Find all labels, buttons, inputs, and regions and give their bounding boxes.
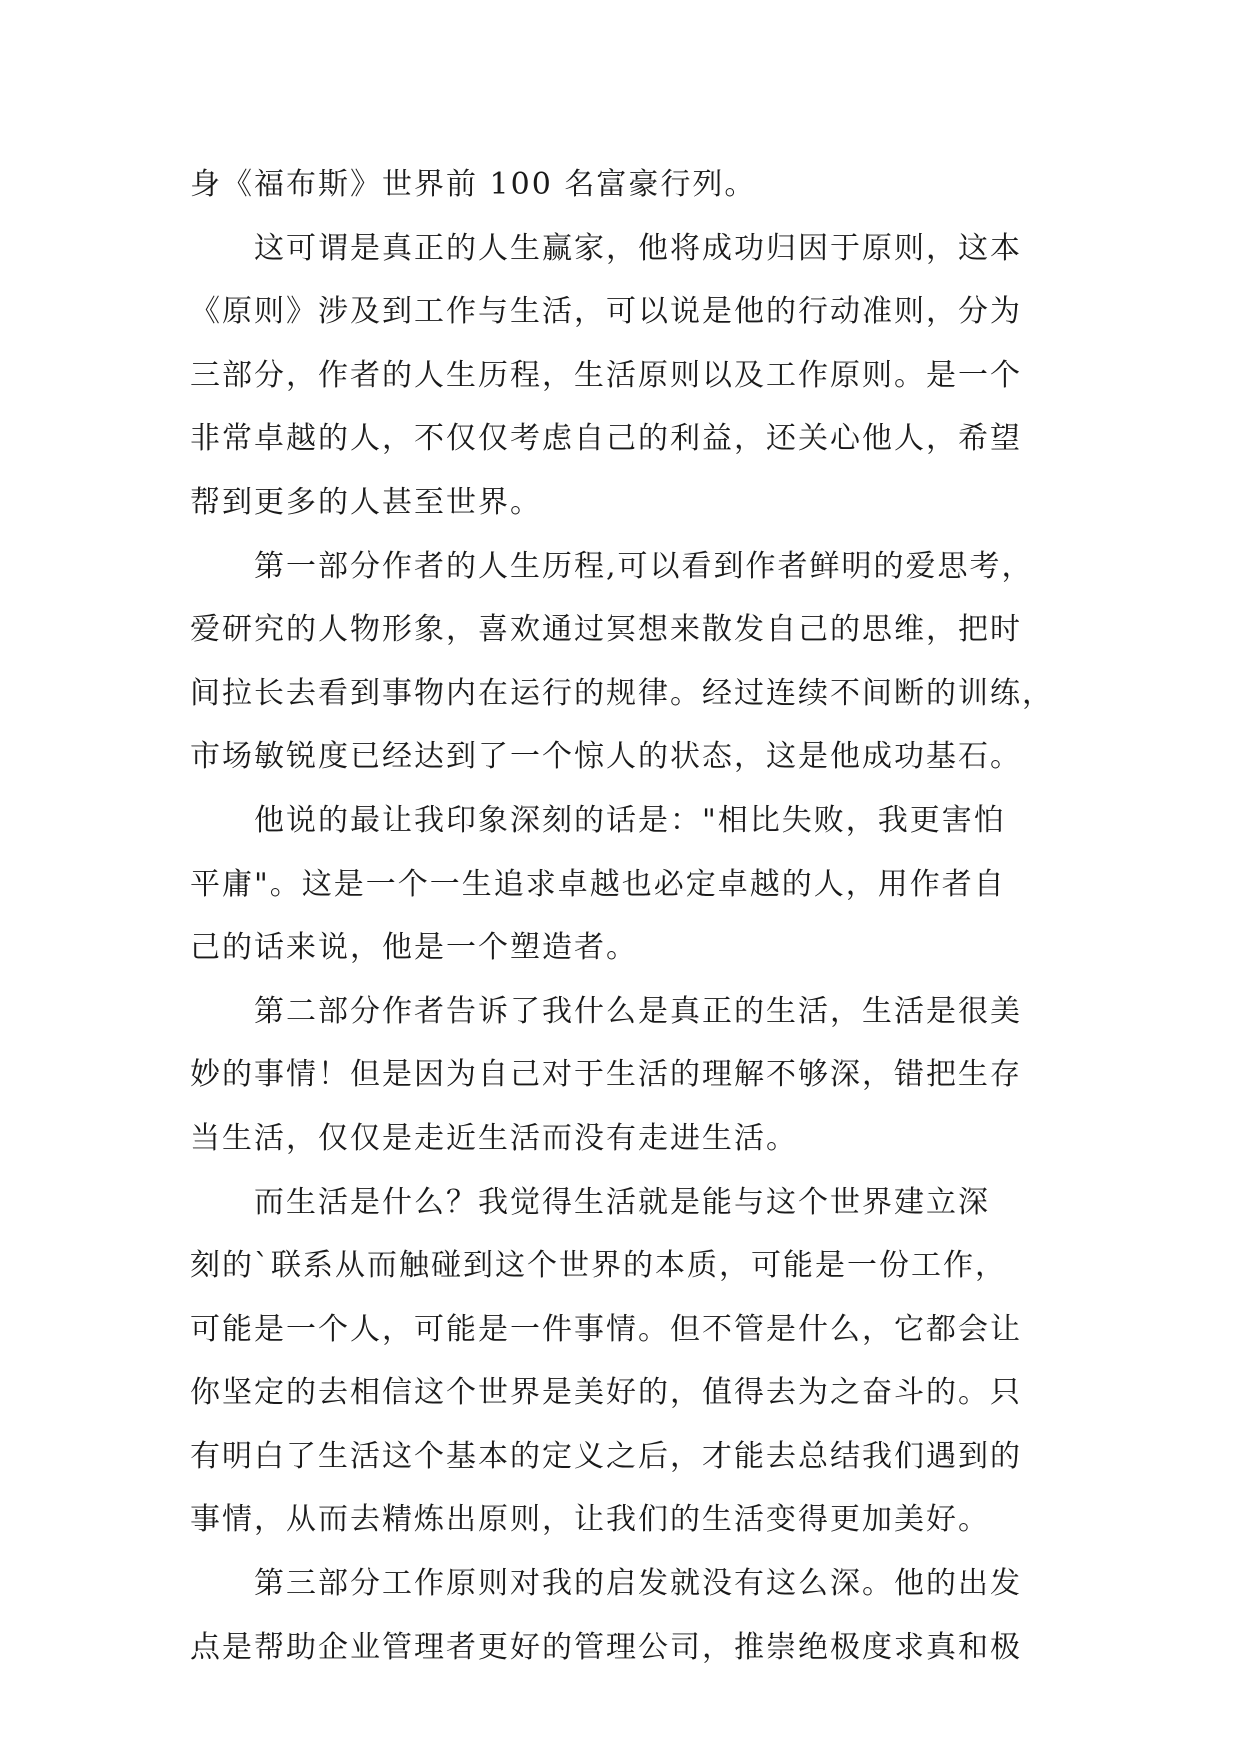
text-line: 非常卓越的人，不仅仅考虑自己的利益，还关心他人，希望	[190, 421, 1022, 457]
text-line: 第三部分工作原则对我的启发就没有这么深。他的出发	[254, 1566, 1022, 1602]
text-line: 身《福布斯》世界前 100 名富豪行列。	[190, 167, 757, 202]
text-line: 事情，从而去精炼出原则，让我们的生活变得更加美好。	[190, 1502, 990, 1538]
text-line: 有明白了生活这个基本的定义之后，才能去总结我们遇到的	[190, 1438, 1022, 1474]
text-line: 第一部分作者的人生历程,可以看到作者鲜明的爱思考，	[254, 548, 1034, 584]
text-line: 《原则》涉及到工作与生活，可以说是他的行动准则，分为	[190, 294, 1022, 330]
text-line: 而生活是什么？我觉得生活就是能与这个世界建立深	[254, 1184, 990, 1220]
text-line: 市场敏锐度已经达到了一个惊人的状态，这是他成功基石。	[190, 739, 1022, 775]
text-line: 爱研究的人物形象，喜欢通过冥想来散发自己的思维，把时	[190, 612, 1022, 648]
text-line: 你坚定的去相信这个世界是美好的，值得去为之奋斗的。只	[190, 1375, 1022, 1411]
text-line: 第二部分作者告诉了我什么是真正的生活，生活是很美	[254, 993, 1022, 1029]
text-line: 可能是一个人，可能是一件事情。但不管是什么，它都会让	[190, 1311, 1022, 1347]
text-line: 三部分，作者的人生历程，生活原则以及工作原则。是一个	[190, 357, 1022, 393]
text-line: 帮到更多的人甚至世界。	[190, 484, 542, 520]
text-line: 平庸"。这是一个一生追求卓越也必定卓越的人，用作者自	[190, 866, 1006, 902]
body-text	[190, 153, 1054, 1679]
text-line: 妙的事情！但是因为自己对于生活的理解不够深，错把生存	[190, 1057, 1022, 1093]
text-line: 己的话来说，他是一个塑造者。	[190, 930, 638, 966]
text-line: 刻的`联系从而触碰到这个世界的本质，可能是一份工作，	[190, 1248, 1007, 1284]
text-line: 间拉长去看到事物内在运行的规律。经过连续不间断的训练，	[190, 675, 1054, 711]
text-line: 当生活，仅仅是走近生活而没有走进生活。	[190, 1120, 798, 1156]
text-line: 他说的最让我印象深刻的话是："相比失败，我更害怕	[254, 802, 1006, 838]
text-line: 点是帮助企业管理者更好的管理公司，推崇绝极度求真和极	[190, 1629, 1022, 1665]
text-line: 这可谓是真正的人生赢家，他将成功归因于原则，这本	[254, 230, 1022, 266]
